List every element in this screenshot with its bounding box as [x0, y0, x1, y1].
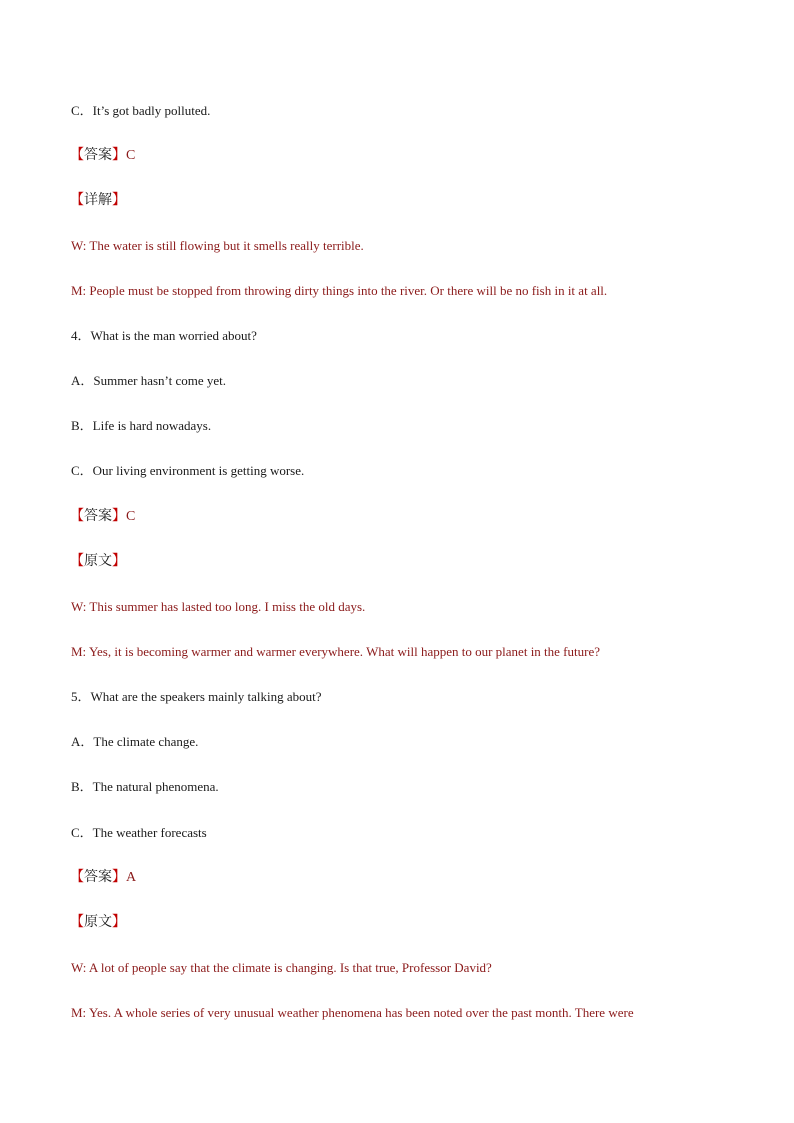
- option-line: A．Summer hasn’t come yet.: [71, 373, 227, 388]
- marker-label: 详解: [84, 193, 112, 208]
- option-line: C．Our living environment is getting worse.: [71, 463, 305, 478]
- dialog-line: M: People must be stopped from throwing dirty things into the river. Or there will be no fish in it at all.: [71, 283, 608, 298]
- marker-label: 答案: [84, 509, 112, 524]
- bracket-open: 【: [70, 915, 84, 930]
- dialog-line: W: This summer has lasted too long. I miss the old days.: [71, 599, 366, 614]
- bracket-open: 【: [70, 193, 84, 208]
- bracket-close: 】: [112, 193, 126, 208]
- bracket-open: 【: [70, 554, 84, 569]
- option-line: C．The weather forecasts: [71, 825, 207, 840]
- answer-value: C: [126, 509, 136, 524]
- transcript-marker: [70, 915, 126, 931]
- bracket-open: 【: [70, 509, 84, 524]
- dialog-line: W: The water is still flowing but it smells really terrible.: [71, 238, 364, 253]
- bracket-open: 【: [70, 148, 84, 163]
- question-line: 5．What are the speakers mainly talking about?: [71, 689, 322, 704]
- dialog-line: W: A lot of people say that the climate is changing. Is that true, Professor David?: [71, 960, 492, 975]
- marker-label: 答案: [84, 148, 112, 163]
- option-line: C．It’s got badly polluted.: [71, 103, 211, 118]
- bracket-close: 】: [112, 148, 126, 163]
- transcript-marker: [70, 554, 126, 570]
- bracket-close: 】: [112, 870, 126, 885]
- answer-marker: [70, 509, 135, 525]
- bracket-close: 】: [112, 509, 126, 524]
- answer-value: C: [126, 148, 136, 163]
- dialog-line: M: Yes. A whole series of very unusual weather phenomena has been noted over the past month. There were: [71, 1005, 634, 1020]
- marker-label: 原文: [84, 554, 112, 569]
- bracket-close: 】: [112, 554, 126, 569]
- answer-marker: [70, 148, 135, 164]
- explanation-marker: [70, 193, 126, 209]
- option-line: A．The climate change.: [71, 734, 199, 749]
- option-line: B．Life is hard nowadays.: [71, 418, 212, 433]
- option-line: B．The natural phenomena.: [71, 779, 219, 794]
- marker-label: 答案: [84, 870, 112, 885]
- question-line: 4．What is the man worried about?: [71, 328, 257, 343]
- dialog-line: M: Yes, it is becoming warmer and warmer everywhere. What will happen to our planet in the future?: [71, 644, 600, 659]
- answer-value: A: [126, 870, 137, 885]
- bracket-open: 【: [70, 870, 84, 885]
- marker-label: 原文: [84, 915, 112, 930]
- bracket-close: 】: [112, 915, 126, 930]
- answer-marker: [70, 870, 136, 886]
